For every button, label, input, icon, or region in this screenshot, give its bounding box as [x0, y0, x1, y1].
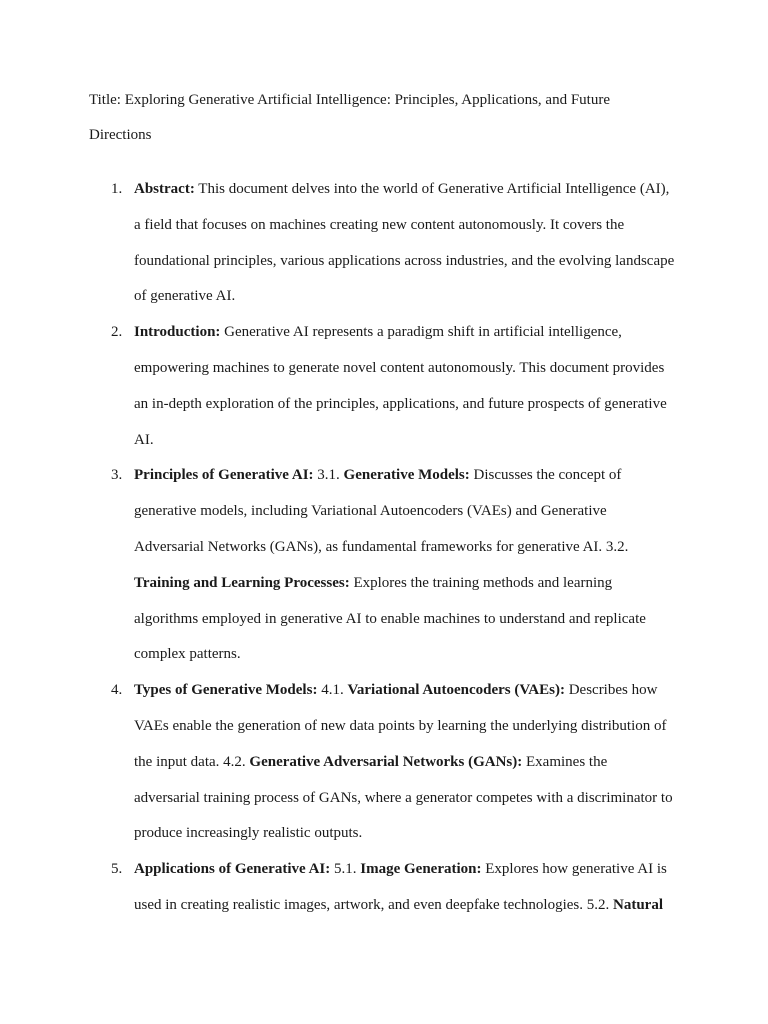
list-item-number: 4.: [111, 682, 123, 699]
body-text: empowering machines to generate novel content autonomously. This document provides: [134, 359, 665, 376]
bold-heading: Introduction:: [134, 324, 221, 341]
title-line-1: Title: Exploring Generative Artificial Intelligence: Principles, Applications, and Future: [89, 92, 611, 108]
body-text: an in-depth exploration of the principles, applications, and future prospects of generative: [134, 395, 667, 412]
body-text: This document delves into the world of Generative Artificial Intelligence (AI),: [194, 181, 670, 197]
list-item: [89, 315, 689, 458]
text-line: [134, 387, 689, 423]
text-line: [134, 781, 689, 817]
body-text: complex patterns.: [134, 646, 241, 663]
list-item: [89, 852, 689, 924]
text-line: [134, 244, 689, 280]
body-text: generative models, including Variational Autoencoders (VAEs) and Generative: [134, 503, 607, 520]
body-text: VAEs enable the generation of new data points by learning the underlying distribution of: [134, 717, 667, 734]
text-line: [134, 530, 689, 566]
body-text: adversarial training process of GANs, where a generator competes with a discriminator to: [134, 789, 673, 806]
text-line: [134, 279, 689, 315]
text-line: [134, 637, 689, 673]
body-text: Adversarial Networks (GANs), as fundamental frameworks for generative AI. 3.2.: [134, 538, 629, 555]
text-line: [134, 494, 689, 530]
bold-heading: Variational Autoencoders (VAEs):: [347, 682, 565, 699]
body-text: of generative AI.: [134, 288, 236, 305]
text-line: [134, 315, 689, 351]
text-line: [134, 566, 689, 602]
document-title: [89, 83, 689, 153]
body-text: foundational principles, various applications across industries, and the evolving landscape: [134, 252, 675, 269]
bold-heading: Image Generation:: [360, 861, 482, 878]
body-text: produce increasingly realistic outputs.: [134, 825, 363, 842]
title-line-2: Directions: [89, 127, 152, 143]
body-text: Generative AI represents a paradigm shift in artificial intelligence,: [220, 324, 622, 341]
bold-heading: Generative Models:: [343, 467, 470, 484]
text-line: [134, 852, 689, 888]
bold-heading: Types of Generative Models:: [134, 682, 318, 699]
body-text: Explores the training methods and learning: [349, 574, 613, 591]
body-text: Describes how: [564, 682, 658, 699]
text-line: [134, 673, 689, 709]
bold-heading: Training and Learning Processes:: [134, 574, 350, 591]
list-item: [89, 673, 689, 852]
list-item-number: 2.: [111, 324, 123, 341]
bold-heading: Principles of Generative AI:: [134, 467, 314, 484]
text-line: [134, 709, 689, 745]
body-text: AI.: [134, 431, 154, 448]
section-list: [89, 172, 689, 924]
text-line: [134, 351, 689, 387]
bold-heading: Generative Adversarial Networks (GANs):: [249, 753, 523, 770]
text-line: [134, 602, 689, 638]
body-text: algorithms employed in generative AI to enable machines to understand and replicate: [134, 610, 646, 627]
bold-heading: Natural: [613, 896, 663, 913]
body-text: 5.1.: [330, 861, 361, 878]
body-text: Examines the: [522, 753, 608, 770]
body-text: used in creating realistic images, artwork, and even deepfake technologies. 5.2.: [134, 896, 613, 913]
list-item-number: 5.: [111, 861, 123, 878]
text-line: [134, 208, 689, 244]
body-text: a field that focuses on machines creating new content autonomously. It covers the: [134, 216, 625, 233]
body-text: 3.1.: [313, 467, 344, 484]
body-text: Explores how generative AI is: [481, 861, 667, 878]
list-item: [89, 172, 689, 315]
text-line: [134, 888, 689, 924]
bold-heading: Applications of Generative AI:: [134, 861, 331, 878]
list-item-number: 1.: [111, 181, 123, 197]
text-line: [134, 816, 689, 852]
list-item-number: 3.: [111, 467, 123, 484]
body-text: 4.1.: [317, 682, 348, 699]
text-line: [134, 423, 689, 459]
text-line: [134, 745, 689, 781]
bold-heading: Abstract:: [134, 181, 195, 197]
text-line: [134, 458, 689, 494]
body-text: Discusses the concept of: [469, 467, 622, 484]
body-text: the input data. 4.2.: [134, 753, 250, 770]
list-item: [89, 458, 689, 673]
text-line: [134, 172, 689, 208]
